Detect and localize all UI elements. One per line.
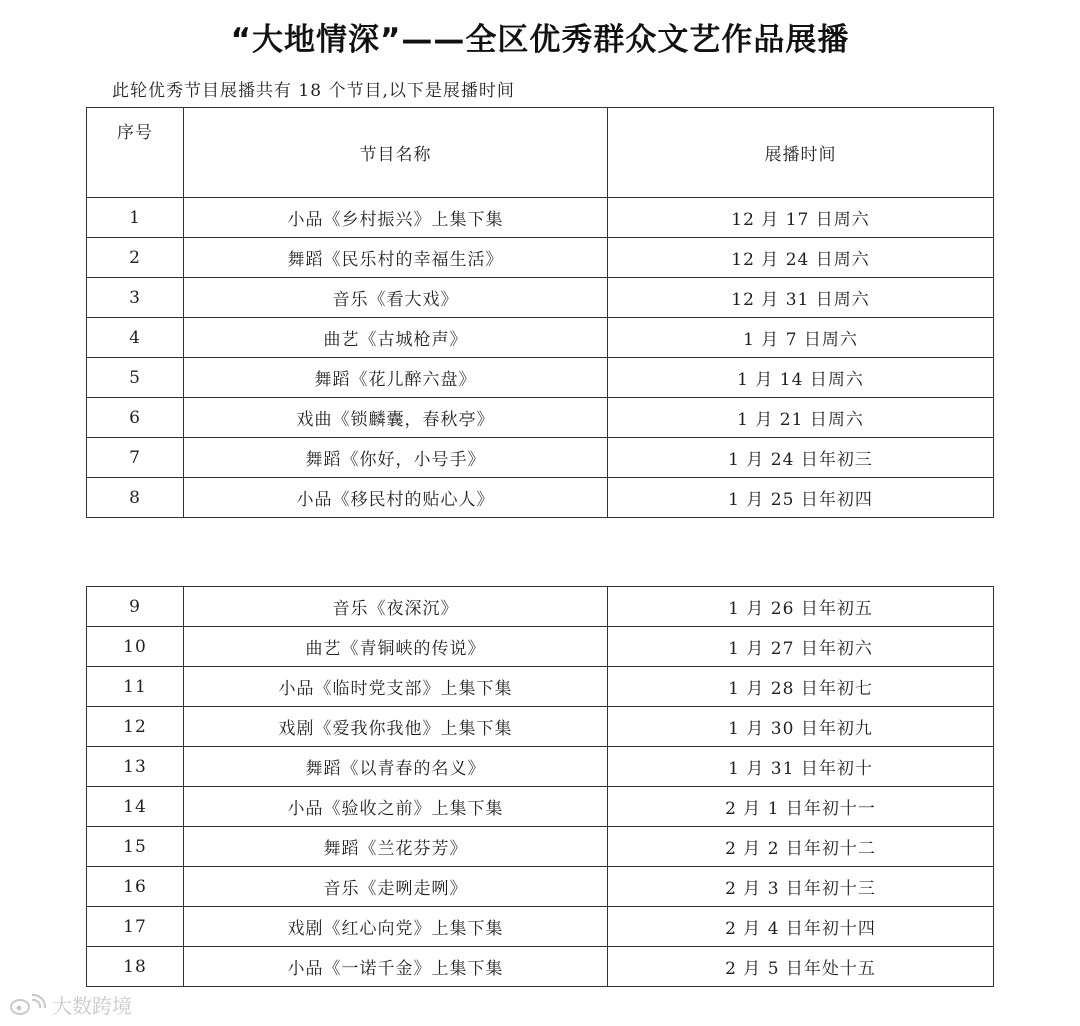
schedule-table-part1 [86,107,994,518]
table-row [87,627,994,667]
page-title: “大地情深”——全区优秀群众文艺作品展播 [230,22,850,58]
row-number: 3 [87,278,184,318]
table-row [87,198,994,238]
table-header-row [87,108,994,198]
broadcast-time: 1 月 31 日年初十 [608,747,994,787]
table-row [87,827,994,867]
row-number: 2 [87,238,184,278]
program-name: 舞蹈《花儿醉六盘》 [184,358,608,398]
table-row [87,438,994,478]
row-number: 9 [87,587,184,627]
program-name: 小品《一诺千金》上集下集 [184,947,608,987]
table-row [87,278,994,318]
broadcast-time: 1 月 26 日年初五 [608,587,994,627]
program-name: 舞蹈《以青春的名义》 [184,747,608,787]
schedule-intro: 此轮优秀节目展播共有 18 个节目,以下是展播时间 [112,81,515,101]
program-name: 音乐《看大戏》 [184,278,608,318]
broadcast-time: 1 月 28 日年初七 [608,667,994,707]
header-program-name: 节目名称 [184,108,608,198]
table-row [87,907,994,947]
table-row [87,238,994,278]
broadcast-time: 2 月 2 日年初十二 [608,827,994,867]
row-number: 18 [87,947,184,987]
program-name: 舞蹈《你好，小号手》 [184,438,608,478]
table-row [87,947,994,987]
broadcast-time: 1 月 30 日年初九 [608,707,994,747]
program-name: 戏剧《爱我你我他》上集下集 [184,707,608,747]
program-name: 音乐《夜深沉》 [184,587,608,627]
program-name: 小品《移民村的贴心人》 [184,478,608,518]
row-number: 10 [87,627,184,667]
table-row [87,398,994,438]
table-row [87,707,994,747]
row-number: 17 [87,907,184,947]
broadcast-time: 12 月 24 日周六 [608,238,994,278]
table-row [87,787,994,827]
row-number: 11 [87,667,184,707]
watermark [8,990,132,1019]
broadcast-time: 2 月 3 日年初十三 [608,867,994,907]
table-row [87,587,994,627]
program-name: 戏剧《红心向党》上集下集 [184,907,608,947]
broadcast-time: 1 月 25 日年初四 [608,478,994,518]
broadcast-time: 1 月 7 日周六 [608,318,994,358]
header-number: 序号 [87,108,184,198]
schedule-table-part2 [86,586,994,987]
row-number: 5 [87,358,184,398]
table-row [87,358,994,398]
table-row [87,478,994,518]
broadcast-time: 2 月 1 日年初十一 [608,787,994,827]
program-name: 音乐《走咧走咧》 [184,867,608,907]
program-name: 舞蹈《民乐村的幸福生活》 [184,238,608,278]
table-row [87,867,994,907]
header-broadcast-time: 展播时间 [608,108,994,198]
row-number: 12 [87,707,184,747]
program-name: 曲艺《青铜峡的传说》 [184,627,608,667]
broadcast-time: 1 月 21 日周六 [608,398,994,438]
broadcast-time: 12 月 17 日周六 [608,198,994,238]
broadcast-time: 12 月 31 日周六 [608,278,994,318]
row-number: 16 [87,867,184,907]
broadcast-time: 1 月 24 日年初三 [608,438,994,478]
row-number: 4 [87,318,184,358]
broadcast-time: 2 月 4 日年初十四 [608,907,994,947]
row-number: 1 [87,198,184,238]
row-number: 15 [87,827,184,867]
program-name: 曲艺《古城枪声》 [184,318,608,358]
program-name: 小品《乡村振兴》上集下集 [184,198,608,238]
program-name: 小品《验收之前》上集下集 [184,787,608,827]
broadcast-time: 2 月 5 日年处十五 [608,947,994,987]
program-name: 舞蹈《兰花芬芳》 [184,827,608,867]
row-number: 14 [87,787,184,827]
row-number: 13 [87,747,184,787]
row-number: 6 [87,398,184,438]
table-row [87,667,994,707]
broadcast-time: 1 月 14 日周六 [608,358,994,398]
row-number: 8 [87,478,184,518]
watermark-text: 大数跨境 [52,994,132,1018]
program-name: 戏曲《锁麟囊，春秋亭》 [184,398,608,438]
weibo-logo-icon [8,994,48,1016]
program-name: 小品《临时党支部》上集下集 [184,667,608,707]
broadcast-time: 1 月 27 日年初六 [608,627,994,667]
row-number: 7 [87,438,184,478]
table-row [87,747,994,787]
table-row [87,318,994,358]
